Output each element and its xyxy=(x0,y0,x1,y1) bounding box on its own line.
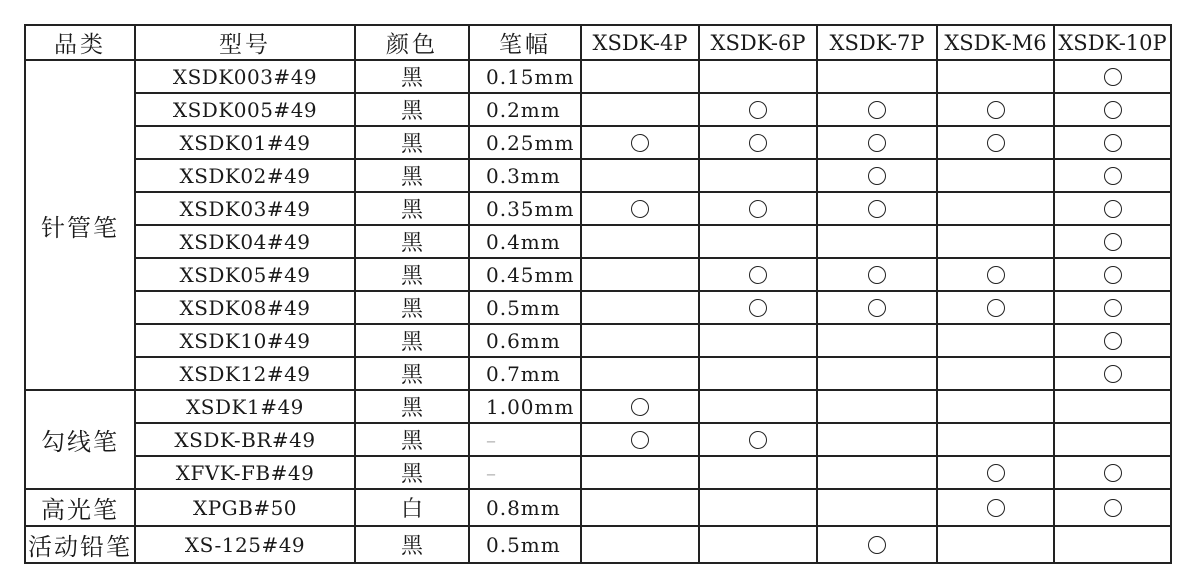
circle-mark-icon xyxy=(987,499,1005,517)
compatibility-cell xyxy=(1054,126,1171,159)
circle-mark-icon xyxy=(868,266,886,284)
color-cell: 黑 xyxy=(355,126,469,159)
color-cell: 黑 xyxy=(355,291,469,324)
table-row xyxy=(25,93,1171,126)
width-cell: 1.00mm xyxy=(469,390,581,423)
circle-mark-icon xyxy=(868,134,886,152)
model-cell: XS-125#49 xyxy=(135,526,355,563)
width-cell: 0.45mm xyxy=(469,258,581,291)
compatibility-cell xyxy=(699,423,817,456)
compatibility-cell xyxy=(699,357,817,390)
model-cell: XSDK04#49 xyxy=(135,225,355,258)
width-cell: – xyxy=(469,423,581,456)
color-cell: 黑 xyxy=(355,60,469,93)
compatibility-cell xyxy=(937,390,1054,423)
model-cell: XSDK1#49 xyxy=(135,390,355,423)
compatibility-cell xyxy=(699,526,817,563)
model-cell: XSDK08#49 xyxy=(135,291,355,324)
compatibility-cell xyxy=(581,489,699,526)
compatibility-cell xyxy=(817,423,937,456)
color-cell: 黑 xyxy=(355,258,469,291)
compatibility-cell xyxy=(817,192,937,225)
circle-mark-icon xyxy=(749,266,767,284)
header-xsdk-10p: XSDK-10P xyxy=(1054,25,1171,60)
header-width: 笔幅 xyxy=(469,25,581,60)
circle-mark-icon xyxy=(1104,101,1122,119)
compatibility-cell xyxy=(1054,225,1171,258)
compatibility-cell xyxy=(581,93,699,126)
model-cell: XSDK005#49 xyxy=(135,93,355,126)
category-cell: 高光笔 xyxy=(25,489,135,526)
circle-mark-icon xyxy=(631,200,649,218)
table-row xyxy=(25,390,1171,423)
circle-mark-icon xyxy=(1104,299,1122,317)
compatibility-cell xyxy=(581,291,699,324)
compatibility-cell xyxy=(699,324,817,357)
color-cell: 黑 xyxy=(355,324,469,357)
width-cell: 0.8mm xyxy=(469,489,581,526)
width-cell: 0.4mm xyxy=(469,225,581,258)
header-row xyxy=(25,25,1171,60)
circle-mark-icon xyxy=(868,299,886,317)
compatibility-cell xyxy=(937,60,1054,93)
circle-mark-icon xyxy=(1104,134,1122,152)
width-cell: 0.35mm xyxy=(469,192,581,225)
table-row xyxy=(25,126,1171,159)
circle-mark-icon xyxy=(868,200,886,218)
table-row xyxy=(25,192,1171,225)
compatibility-cell xyxy=(817,291,937,324)
header-xsdk-6p: XSDK-6P xyxy=(699,25,817,60)
compatibility-cell xyxy=(937,423,1054,456)
table-row xyxy=(25,60,1171,93)
header-category: 品类 xyxy=(25,25,135,60)
model-cell: XSDK12#49 xyxy=(135,357,355,390)
color-cell: 黑 xyxy=(355,456,469,489)
width-cell: 0.3mm xyxy=(469,159,581,192)
compatibility-cell xyxy=(817,324,937,357)
table-row xyxy=(25,159,1171,192)
compatibility-cell xyxy=(937,324,1054,357)
circle-mark-icon xyxy=(1104,365,1122,383)
width-cell: 0.6mm xyxy=(469,324,581,357)
compatibility-cell xyxy=(817,60,937,93)
compatibility-cell xyxy=(581,423,699,456)
width-cell: – xyxy=(469,456,581,489)
compatibility-cell xyxy=(1054,324,1171,357)
circle-mark-icon xyxy=(1104,68,1122,86)
circle-mark-icon xyxy=(631,134,649,152)
compatibility-cell xyxy=(699,291,817,324)
circle-mark-icon xyxy=(1104,332,1122,350)
table-row xyxy=(25,324,1171,357)
compatibility-cell xyxy=(699,489,817,526)
compatibility-cell xyxy=(937,526,1054,563)
circle-mark-icon xyxy=(1104,200,1122,218)
circle-mark-icon xyxy=(749,200,767,218)
compatibility-cell xyxy=(1054,357,1171,390)
table-row xyxy=(25,456,1171,489)
compatibility-cell xyxy=(1054,159,1171,192)
width-cell: 0.25mm xyxy=(469,126,581,159)
compatibility-cell xyxy=(817,258,937,291)
color-cell: 黑 xyxy=(355,192,469,225)
table-row xyxy=(25,357,1171,390)
compatibility-cell xyxy=(937,126,1054,159)
color-cell: 白 xyxy=(355,489,469,526)
compatibility-cell xyxy=(817,225,937,258)
model-cell: XSDK05#49 xyxy=(135,258,355,291)
model-cell: XPGB#50 xyxy=(135,489,355,526)
compatibility-cell xyxy=(581,390,699,423)
circle-mark-icon xyxy=(1104,233,1122,251)
compatibility-cell xyxy=(699,456,817,489)
compatibility-cell xyxy=(817,390,937,423)
table-row xyxy=(25,423,1171,456)
circle-mark-icon xyxy=(987,134,1005,152)
compatibility-cell xyxy=(581,258,699,291)
compatibility-cell xyxy=(699,225,817,258)
table-row xyxy=(25,258,1171,291)
circle-mark-icon xyxy=(868,167,886,185)
compatibility-cell xyxy=(817,357,937,390)
compatibility-cell xyxy=(699,126,817,159)
width-cell: 0.5mm xyxy=(469,291,581,324)
circle-mark-icon xyxy=(987,101,1005,119)
circle-mark-icon xyxy=(868,536,886,554)
circle-mark-icon xyxy=(1104,266,1122,284)
compatibility-cell xyxy=(1054,390,1171,423)
circle-mark-icon xyxy=(749,299,767,317)
compatibility-cell xyxy=(1054,258,1171,291)
compatibility-cell xyxy=(1054,456,1171,489)
circle-mark-icon xyxy=(1104,499,1122,517)
compatibility-cell xyxy=(581,456,699,489)
compatibility-cell xyxy=(1054,192,1171,225)
color-cell: 黑 xyxy=(355,357,469,390)
compatibility-cell xyxy=(1054,423,1171,456)
model-cell: XSDK10#49 xyxy=(135,324,355,357)
compatibility-cell xyxy=(937,357,1054,390)
model-cell: XFVK-FB#49 xyxy=(135,456,355,489)
color-cell: 黑 xyxy=(355,225,469,258)
circle-mark-icon xyxy=(631,398,649,416)
color-cell: 黑 xyxy=(355,390,469,423)
circle-mark-icon xyxy=(749,101,767,119)
model-cell: XSDK01#49 xyxy=(135,126,355,159)
width-cell: 0.5mm xyxy=(469,526,581,563)
circle-mark-icon xyxy=(631,431,649,449)
compatibility-cell xyxy=(581,126,699,159)
circle-mark-icon xyxy=(749,431,767,449)
header-xsdk-7p: XSDK-7P xyxy=(817,25,937,60)
width-cell: 0.2mm xyxy=(469,93,581,126)
compatibility-cell xyxy=(581,60,699,93)
compatibility-cell xyxy=(1054,489,1171,526)
table-row xyxy=(25,526,1171,563)
table-row xyxy=(25,291,1171,324)
color-cell: 黑 xyxy=(355,423,469,456)
compatibility-cell xyxy=(581,159,699,192)
compatibility-cell xyxy=(581,192,699,225)
compatibility-cell xyxy=(817,126,937,159)
model-cell: XSDK-BR#49 xyxy=(135,423,355,456)
compatibility-cell xyxy=(817,159,937,192)
table-row xyxy=(25,489,1171,526)
compatibility-cell xyxy=(1054,526,1171,563)
circle-mark-icon xyxy=(987,299,1005,317)
width-cell: 0.15mm xyxy=(469,60,581,93)
width-cell: 0.7mm xyxy=(469,357,581,390)
circle-mark-icon xyxy=(868,101,886,119)
compatibility-cell xyxy=(699,60,817,93)
header-model: 型号 xyxy=(135,25,355,60)
category-cell: 勾线笔 xyxy=(25,390,135,489)
compatibility-cell xyxy=(817,526,937,563)
compatibility-cell xyxy=(699,390,817,423)
compatibility-cell xyxy=(1054,291,1171,324)
circle-mark-icon xyxy=(1104,464,1122,482)
compatibility-cell xyxy=(937,291,1054,324)
compatibility-cell xyxy=(1054,93,1171,126)
header-xsdk-m6: XSDK-M6 xyxy=(937,25,1054,60)
compatibility-cell xyxy=(937,489,1054,526)
compatibility-cell xyxy=(699,93,817,126)
compatibility-cell xyxy=(817,456,937,489)
circle-mark-icon xyxy=(987,266,1005,284)
compatibility-cell xyxy=(581,357,699,390)
table-body xyxy=(25,60,1171,563)
compatibility-cell xyxy=(699,192,817,225)
compatibility-cell xyxy=(1054,60,1171,93)
category-cell: 针管笔 xyxy=(25,60,135,390)
color-cell: 黑 xyxy=(355,526,469,563)
compatibility-cell xyxy=(817,93,937,126)
header-color: 颜色 xyxy=(355,25,469,60)
compatibility-cell xyxy=(699,159,817,192)
compatibility-cell xyxy=(581,324,699,357)
color-cell: 黑 xyxy=(355,159,469,192)
circle-mark-icon xyxy=(749,134,767,152)
model-cell: XSDK02#49 xyxy=(135,159,355,192)
table-row xyxy=(25,225,1171,258)
circle-mark-icon xyxy=(1104,167,1122,185)
model-cell: XSDK03#49 xyxy=(135,192,355,225)
compatibility-cell xyxy=(817,489,937,526)
header-xsdk-4p: XSDK-4P xyxy=(581,25,699,60)
model-cell: XSDK003#49 xyxy=(135,60,355,93)
category-cell: 活动铅笔 xyxy=(25,526,135,563)
compatibility-cell xyxy=(699,258,817,291)
color-cell: 黑 xyxy=(355,93,469,126)
compatibility-cell xyxy=(937,192,1054,225)
compatibility-cell xyxy=(581,526,699,563)
compatibility-cell xyxy=(937,456,1054,489)
circle-mark-icon xyxy=(987,464,1005,482)
product-compatibility-table xyxy=(24,24,1172,564)
compatibility-cell xyxy=(937,93,1054,126)
compatibility-cell xyxy=(937,225,1054,258)
compatibility-cell xyxy=(937,258,1054,291)
compatibility-cell xyxy=(581,225,699,258)
compatibility-cell xyxy=(937,159,1054,192)
